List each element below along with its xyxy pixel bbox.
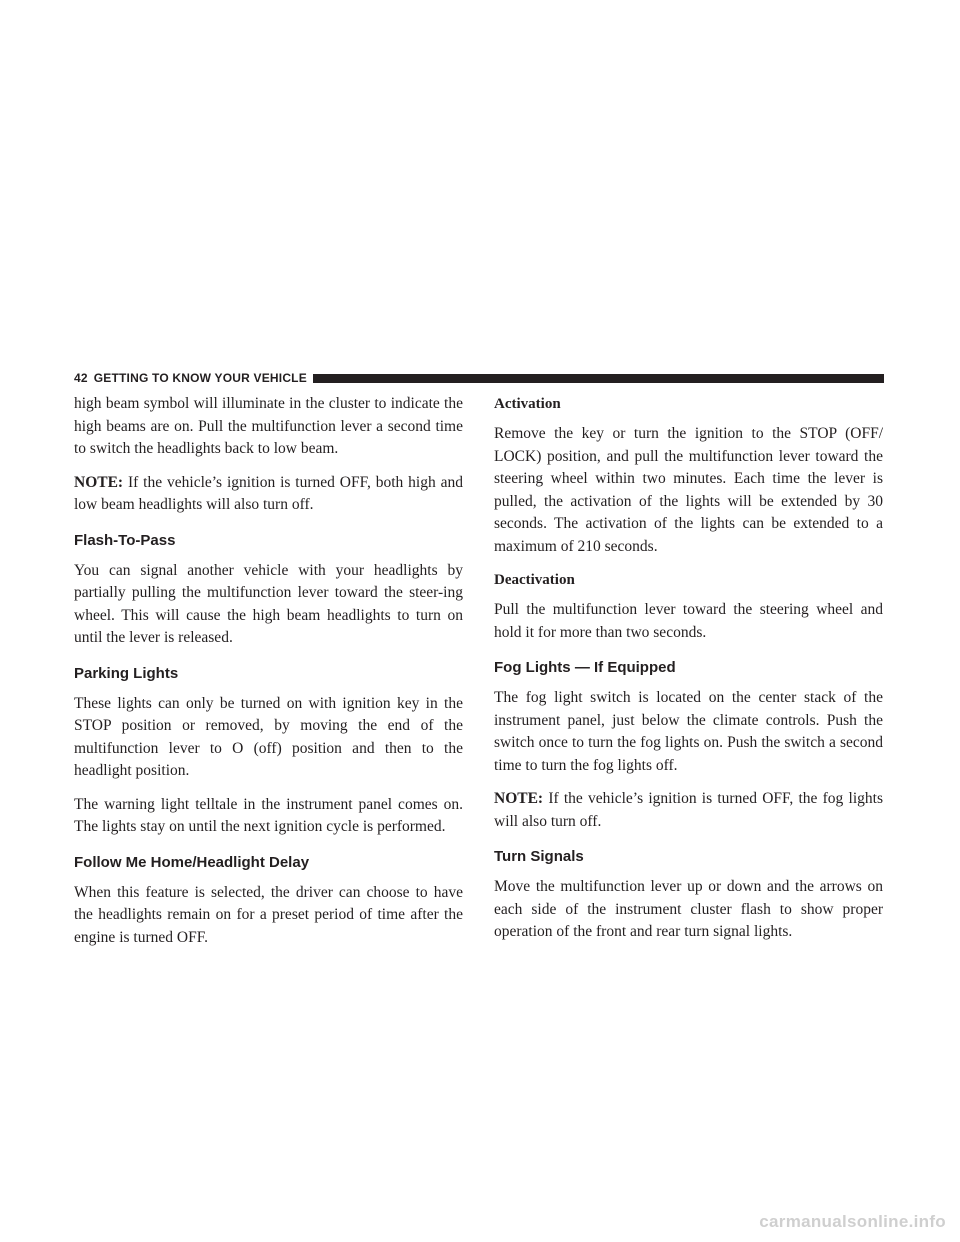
note-text: If the vehicle’s ignition is turned OFF, the fog lights will also turn off. bbox=[494, 790, 883, 830]
paragraph-deactivation: Pull the multifunction lever toward the steering wheel and hold it for more than two seconds. bbox=[494, 601, 883, 641]
note-label: NOTE: bbox=[494, 790, 544, 807]
section-title: GETTING TO KNOW YOUR VEHICLE bbox=[93, 371, 307, 385]
page-number: 42 bbox=[74, 371, 88, 385]
paragraph-flash-to-pass: You can signal another vehicle with your headlights by partially pulling the multifunction lever toward the steer-ing wheel. This will cause the high beam headlights to turn on until the lever is released. bbox=[74, 561, 463, 646]
paragraph-parking-lights-2: The warning light telltale in the instrument panel comes on. The lights stay on until the next ignition cycle is performed. bbox=[74, 795, 463, 835]
subheading-deactivation: Deactivation bbox=[494, 572, 575, 588]
heading-turn-signals: Turn Signals bbox=[494, 848, 584, 865]
paragraph-parking-lights-1: These lights can only be turned on with ignition key in the STOP position or removed, by moving the end of the multifunction lever to O (off) position and then to the headlight position. bbox=[74, 694, 463, 779]
right-column bbox=[494, 393, 883, 955]
paragraph-activation: Remove the key or turn the ignition to the STOP (OFF/ LOCK) position, and pull the multifunction lever toward the steering wheel within two minutes. Each time the lever is pulled, the activation of the lights will be extended by 30 seconds. The activation of the lights can be extended to a maximum of 210 seconds. bbox=[494, 425, 883, 555]
paragraph-fog-lights: The fog light switch is located on the center stack of the instrument panel, just below the climate controls. Push the switch once to turn the fog lights on. Push the switch a second time to turn the fog lights off. bbox=[494, 689, 883, 774]
page-header bbox=[74, 370, 884, 386]
paragraph-high-beam: high beam symbol will illuminate in the cluster to indicate the high beams are on. Pull the multifunction lever a second time to switch the headlights back to low beam. bbox=[74, 395, 463, 457]
left-column bbox=[74, 393, 463, 960]
note-ignition-off bbox=[74, 472, 463, 517]
subheading-activation: Activation bbox=[494, 396, 561, 412]
note-fog-lights bbox=[494, 788, 883, 833]
watermark: carmanualsonline.info bbox=[759, 1212, 946, 1231]
heading-follow-me-home: Follow Me Home/Headlight Delay bbox=[74, 853, 310, 871]
heading-parking-lights: Parking Lights bbox=[74, 664, 179, 682]
note-label: NOTE: bbox=[74, 473, 124, 491]
note-text: If the vehicle’s ignition is turned OFF, both high and low beam headlights will also turn off. bbox=[74, 473, 463, 513]
paragraph-follow-me-home: When this feature is selected, the driver can choose to have the headlights remain on for a preset period of time after the engine is turned OFF. bbox=[74, 883, 463, 946]
heading-fog-lights: Fog Lights — If Equipped bbox=[494, 659, 676, 676]
heading-flash-to-pass: Flash-To-Pass bbox=[74, 531, 176, 549]
header-rule bbox=[313, 374, 884, 383]
paragraph-turn-signals: Move the multifunction lever up or down and the arrows on each side of the instrument cluster flash to show proper operation of the front and rear turn signal lights. bbox=[494, 878, 883, 940]
